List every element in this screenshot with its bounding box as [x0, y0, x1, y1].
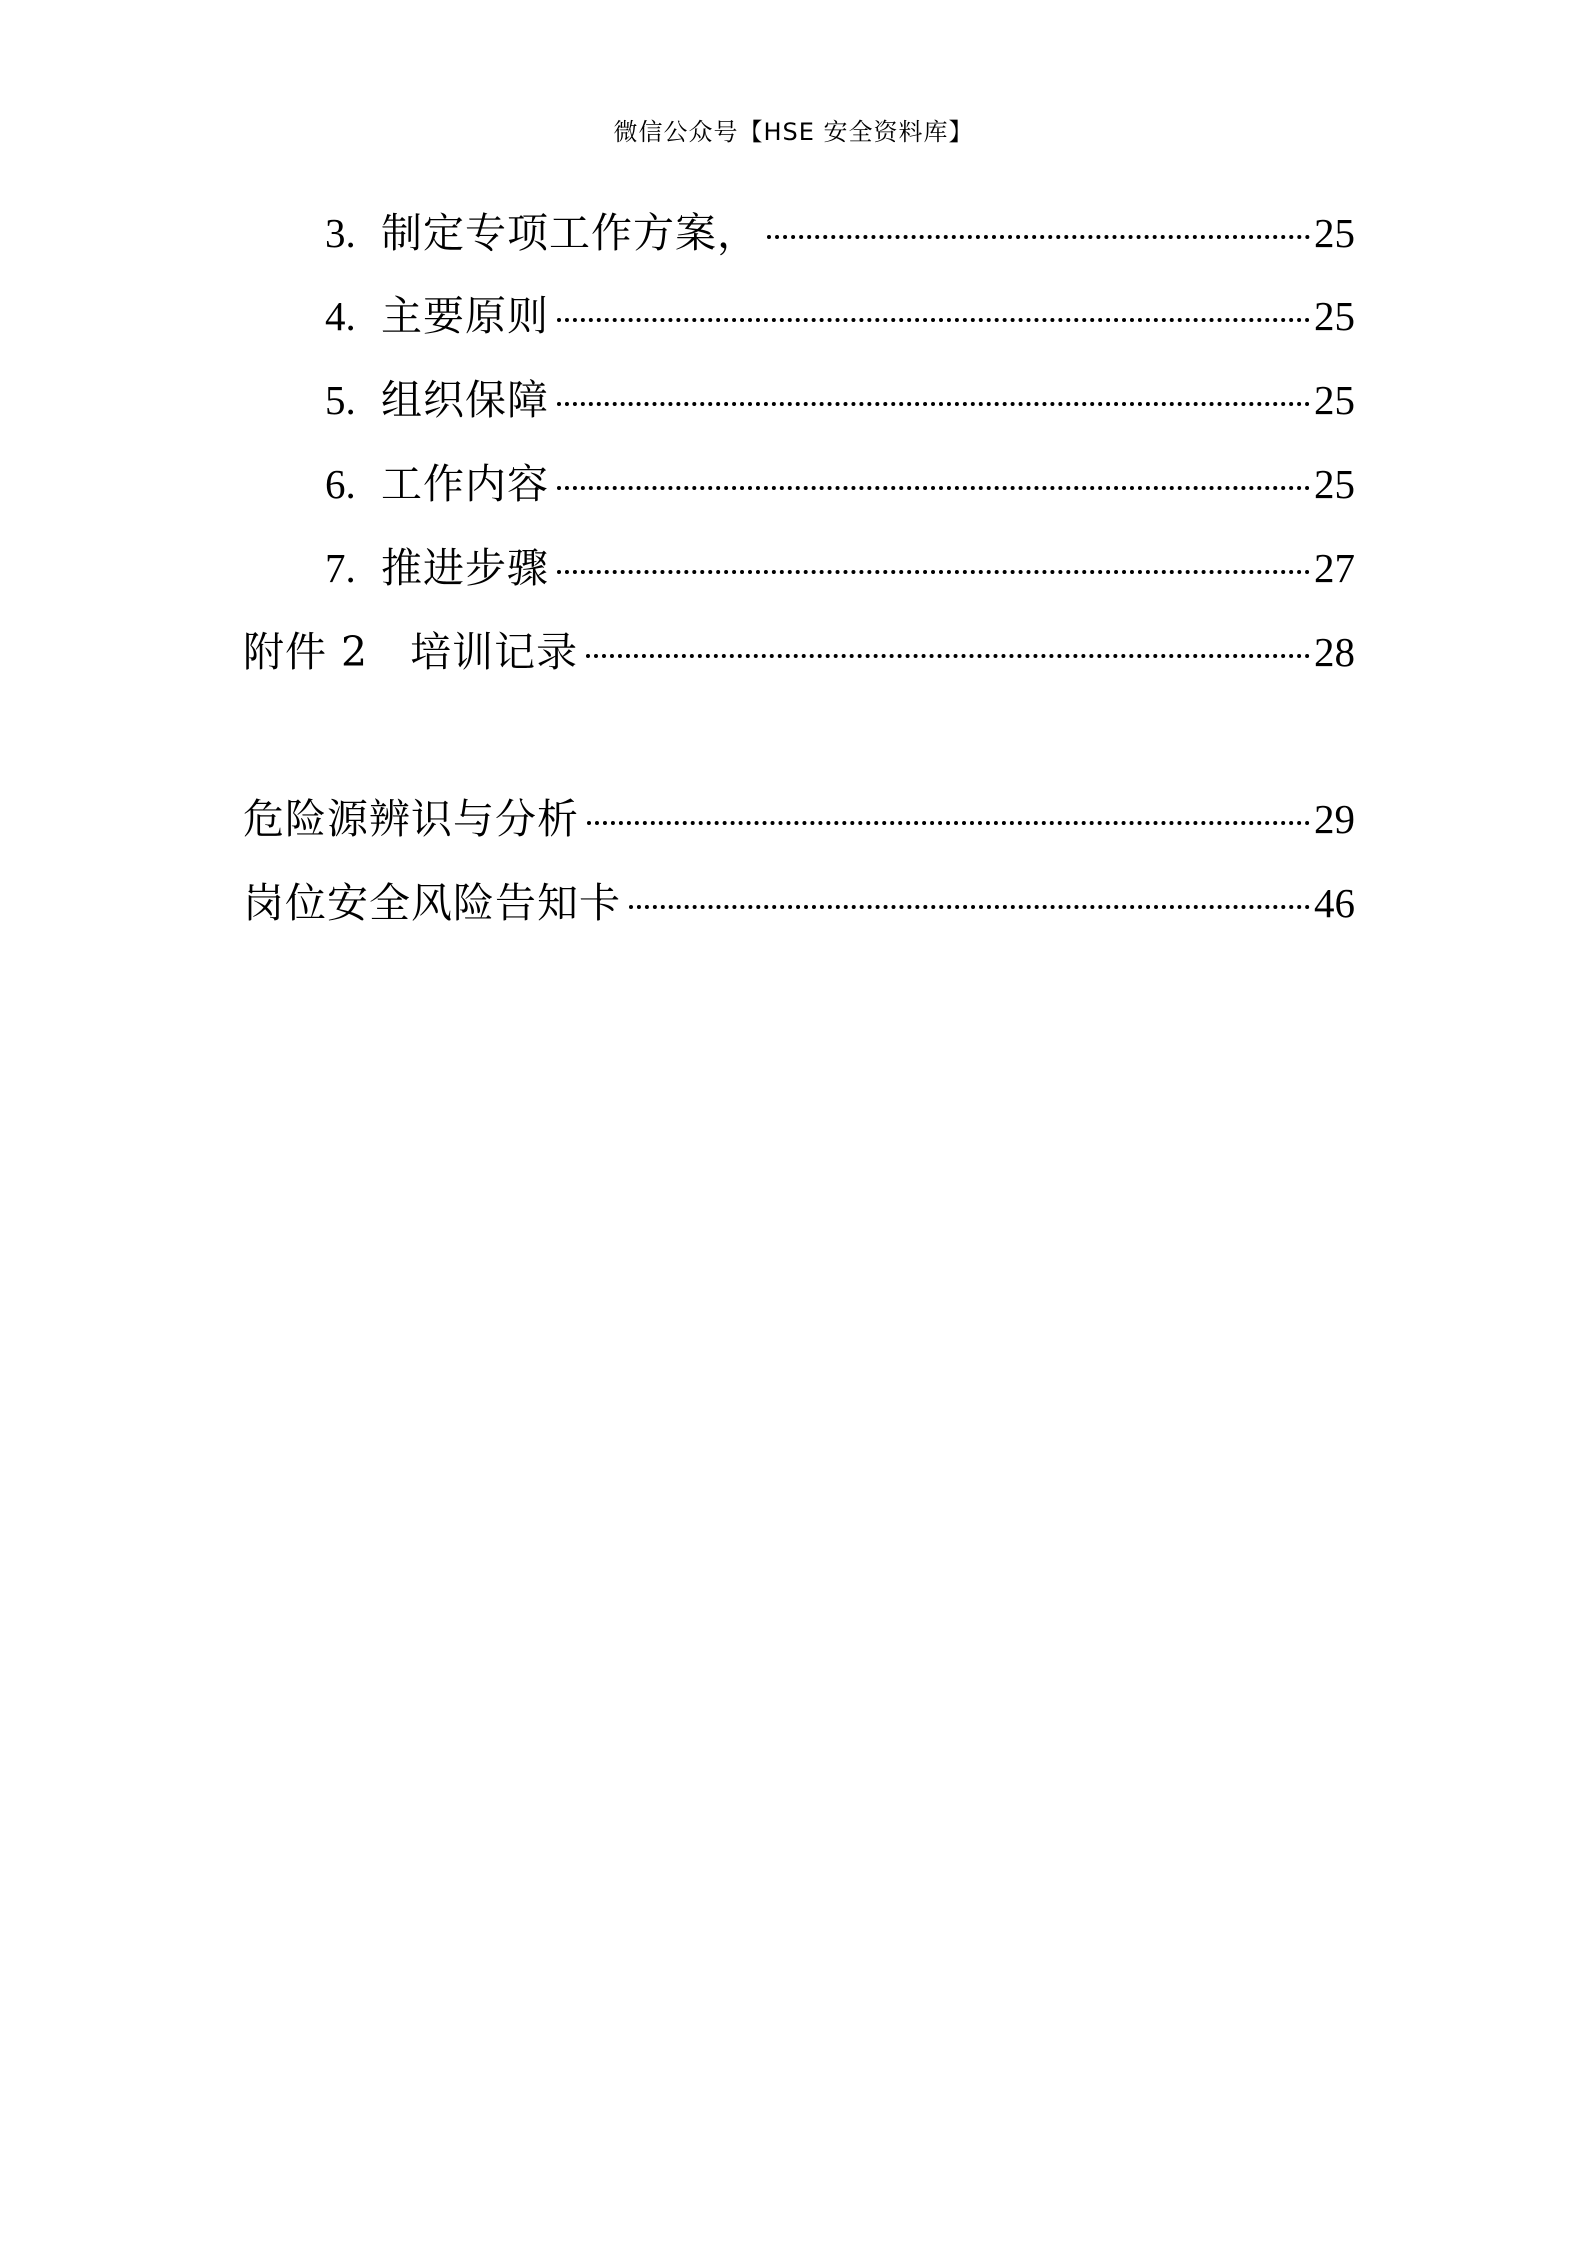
- toc-entry[interactable]: [325, 286, 1355, 346]
- toc-entry[interactable]: [325, 538, 1355, 598]
- toc-entry-title: 组织保障: [381, 376, 549, 424]
- toc-entry-title: 危险源辨识与分析: [243, 795, 579, 843]
- toc-dot-leader: [557, 486, 1310, 490]
- toc-dot-leader: [586, 654, 1310, 658]
- toc-entry-number: 5.: [325, 377, 356, 423]
- toc-entry-number: 7.: [325, 545, 356, 591]
- toc-dot-leader: [557, 570, 1310, 574]
- toc-entry-attachment[interactable]: [243, 622, 1355, 682]
- toc-dot-leader: [629, 905, 1310, 909]
- toc-dot-leader: [767, 235, 1310, 239]
- toc-entry-title: 附件 2 培训记录: [243, 628, 579, 676]
- toc-entry-section[interactable]: [243, 873, 1355, 933]
- toc-entry-page: 46: [1314, 880, 1355, 926]
- toc-entry[interactable]: [325, 454, 1355, 514]
- toc-entry-title: 制定专项工作方案，: [381, 209, 759, 257]
- toc-entry-page: 27: [1314, 545, 1355, 591]
- toc-entry[interactable]: [325, 370, 1355, 430]
- toc-entry-section[interactable]: [243, 789, 1355, 849]
- page-header: 微信公众号【HSE 安全资料库】: [613, 118, 974, 146]
- toc-entry-title: 岗位安全风险告知卡: [243, 879, 621, 927]
- toc-entry-page: 25: [1314, 293, 1355, 339]
- toc-entry-page: 25: [1314, 377, 1355, 423]
- toc-dot-leader: [557, 402, 1310, 406]
- toc-entry-number: 6.: [325, 461, 356, 507]
- toc-entry-page: 25: [1314, 461, 1355, 507]
- toc-entry-number: 4.: [325, 293, 356, 339]
- toc-entry-page: 25: [1314, 210, 1355, 256]
- toc-entry[interactable]: [325, 203, 1355, 263]
- toc-dot-leader: [557, 318, 1310, 322]
- toc-dot-leader: [587, 821, 1310, 825]
- toc-entry-title: 推进步骤: [381, 544, 549, 592]
- toc-entry-title: 主要原则: [381, 292, 549, 340]
- toc-entry-page: 28: [1314, 629, 1355, 675]
- toc-entry-title: 工作内容: [381, 460, 549, 508]
- toc-entry-number: 3.: [325, 210, 356, 256]
- toc-entry-page: 29: [1314, 796, 1355, 842]
